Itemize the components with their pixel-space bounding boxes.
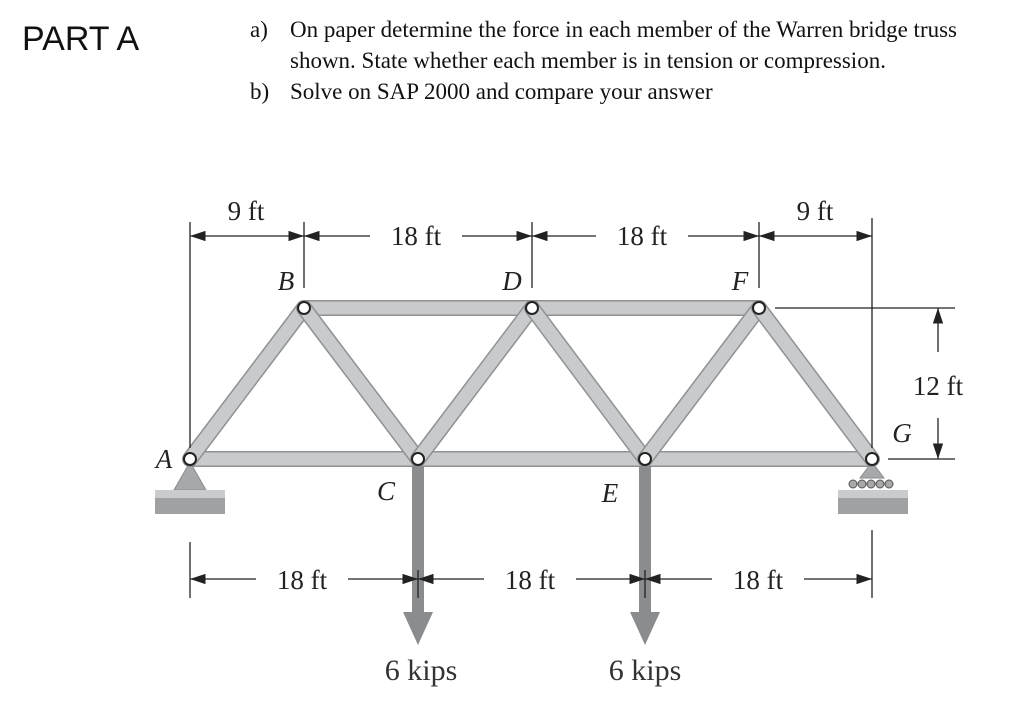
node-label-f: F (731, 266, 749, 296)
joint-f (753, 302, 765, 314)
roller-support (838, 462, 908, 514)
node-label-b: B (277, 266, 295, 296)
question-a-letter: a) (250, 17, 268, 42)
joint-a (184, 453, 196, 465)
node-label-d: D (502, 266, 522, 296)
joint-b (298, 302, 310, 314)
dim-top-bd: 18 ft (390, 221, 442, 251)
dim-top-fg: 9 ft (796, 196, 834, 226)
load-label-c: 6 kips (384, 654, 458, 687)
node-label-c: C (376, 476, 396, 506)
truss-members (190, 308, 872, 459)
load-label-e: 6 kips (608, 654, 682, 687)
dim-bottom-eg: 18 ft (732, 565, 784, 595)
dim-height: 12 ft (912, 371, 964, 401)
joint-e (639, 453, 651, 465)
dim-bottom-ac: 18 ft (276, 565, 328, 595)
dim-top-df: 18 ft (616, 221, 668, 251)
node-label-a: A (155, 444, 173, 474)
load-arrow-e (630, 466, 660, 645)
joint-g (866, 453, 878, 465)
web-members (190, 308, 872, 459)
joint-c (412, 453, 424, 465)
part-label: PART A (22, 20, 140, 58)
question-b-letter: b) (250, 79, 270, 104)
question-b-text: Solve on SAP 2000 and compare your answer (290, 79, 713, 104)
dim-bottom-ce: 18 ft (504, 565, 556, 595)
load-arrow-c (403, 466, 433, 645)
joint-d (526, 302, 538, 314)
node-label-e: E (601, 478, 619, 508)
dim-top-ab: 9 ft (227, 196, 265, 226)
question-a-text: On paper determine the force in each member of the Warren bridge truss shown. State whether each member is in tension or compression. (290, 17, 957, 73)
node-label-g: G (892, 418, 912, 448)
